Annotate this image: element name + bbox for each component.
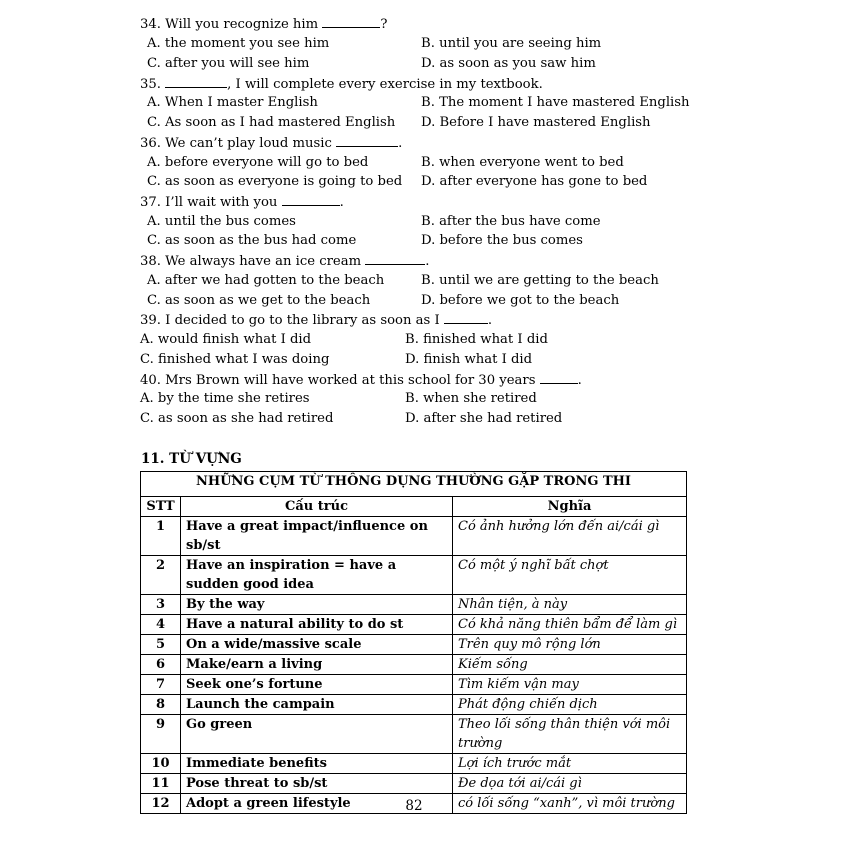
- table-header-row: [141, 497, 687, 517]
- question-text-end: .: [398, 136, 403, 151]
- table-row: [141, 695, 687, 715]
- answer-blank: [336, 135, 398, 147]
- answer-blank: [282, 194, 340, 206]
- answer-blank: [365, 253, 425, 265]
- row-structure: Immediate benefits: [181, 754, 453, 774]
- option-b: B. finished what I did: [405, 332, 548, 347]
- row-structure: Have a natural ability to do st: [181, 615, 453, 635]
- row-meaning: Có một ý nghĩ bất chợt: [453, 556, 687, 595]
- row-number: 10: [141, 754, 181, 774]
- row-meaning: Tìm kiếm vận may: [453, 675, 687, 695]
- question-text: 36. We can’t play loud music: [140, 136, 337, 151]
- header-meaning: Nghĩa: [453, 497, 687, 517]
- table-row: [141, 675, 687, 695]
- option-c: C. as soon as everyone is going to bed: [147, 174, 403, 189]
- row-number: 11: [141, 774, 181, 794]
- row-meaning: Đe dọa tới ai/cái gì: [453, 774, 687, 794]
- question-36: [140, 135, 402, 151]
- option-a: A. until the bus comes: [147, 214, 296, 229]
- question-text: 37. I’ll wait with you: [140, 195, 282, 210]
- vocabulary-table: [140, 471, 687, 814]
- option-a: A. would finish what I did: [140, 332, 312, 347]
- header-structure: Cấu trúc: [181, 497, 453, 517]
- option-a: A. after we had gotten to the beach: [147, 273, 385, 288]
- question-40: [140, 372, 582, 388]
- row-structure: Pose threat to sb/st: [181, 774, 453, 794]
- option-d: D. Before I have mastered English: [421, 115, 651, 130]
- question-text: 38. We always have an ice cream: [140, 254, 366, 269]
- table-row: [141, 635, 687, 655]
- question-text-end: .: [577, 373, 582, 388]
- table-caption-row: [141, 472, 687, 497]
- question-38: [140, 253, 429, 269]
- option-b: B. after the bus have come: [421, 214, 601, 229]
- option-d: D. as soon as you saw him: [421, 56, 596, 71]
- row-meaning: Phát động chiến dịch: [453, 695, 687, 715]
- option-c: C. finished what I was doing: [140, 352, 330, 367]
- question-35: [140, 76, 543, 92]
- row-meaning: Nhân tiện, à này: [453, 595, 687, 615]
- table-row: [141, 517, 687, 556]
- row-meaning: Theo lối sống thân thiện với môi trường: [453, 715, 687, 754]
- row-meaning: Trên quy mô rộng lớn: [453, 635, 687, 655]
- question-text: 39. I decided to go to the library as soon as I: [140, 313, 444, 328]
- row-number: 2: [141, 556, 181, 595]
- question-text-end: , I will complete every exercise in my textbook.: [227, 77, 543, 92]
- option-b: B. until you are seeing him: [421, 36, 602, 51]
- option-c: C. after you will see him: [147, 56, 310, 71]
- option-c: C. as soon as the bus had come: [147, 233, 357, 248]
- table-row: [141, 556, 687, 595]
- question-text-end: .: [487, 313, 493, 328]
- table-row: [141, 754, 687, 774]
- option-c: C. as soon as she had retired: [140, 411, 334, 426]
- row-number: 7: [141, 675, 181, 695]
- row-number: 3: [141, 595, 181, 615]
- answer-blank: [165, 76, 227, 88]
- row-structure: On a wide/massive scale: [181, 635, 453, 655]
- table-row: [141, 595, 687, 615]
- option-a: A. by the time she retires: [140, 391, 310, 406]
- question-34: [140, 16, 387, 32]
- question-39: [140, 312, 492, 328]
- row-meaning: có lối sống “xanh”, vì môi trường: [453, 794, 687, 814]
- section-title: 11. TỪ VỰNG: [141, 451, 242, 467]
- option-b: B. until we are getting to the beach: [421, 273, 659, 288]
- option-a: A. before everyone will go to bed: [147, 155, 369, 170]
- row-number: 8: [141, 695, 181, 715]
- row-number: 12: [141, 794, 181, 814]
- row-structure: Adopt a green lifestyle: [181, 794, 453, 814]
- question-text-end: .: [339, 195, 344, 210]
- row-structure: Go green: [181, 715, 453, 754]
- row-number: 1: [141, 517, 181, 556]
- row-structure: Make/earn a living: [181, 655, 453, 675]
- answer-blank: [322, 16, 380, 28]
- question-text: 35.: [140, 77, 166, 92]
- option-b: B. when she retired: [405, 391, 537, 406]
- row-meaning: Lợi ích trước mắt: [453, 754, 687, 774]
- option-d: D. before we got to the beach: [421, 293, 620, 308]
- row-meaning: Có ảnh hưởng lớn đến ai/cái gì: [453, 517, 687, 556]
- option-c: C. as soon as we get to the beach: [147, 293, 371, 308]
- row-number: 5: [141, 635, 181, 655]
- option-c: C. As soon as I had mastered English: [147, 115, 396, 130]
- table-row: [141, 615, 687, 635]
- table-row: [141, 715, 687, 754]
- row-structure: By the way: [181, 595, 453, 615]
- question-37: [140, 194, 344, 210]
- row-structure: Have a great impact/influence on sb/st: [181, 517, 453, 556]
- answer-blank: [444, 312, 488, 324]
- row-meaning: Kiếm sống: [453, 655, 687, 675]
- option-b: B. The moment I have mastered English: [421, 95, 690, 110]
- question-text: 40. Mrs Brown will have worked at this school for 30 years: [140, 373, 540, 388]
- option-d: D. after everyone has gone to bed: [421, 174, 648, 189]
- row-number: 4: [141, 615, 181, 635]
- table-row: [141, 774, 687, 794]
- row-meaning: Có khả năng thiên bẩm để làm gì: [453, 615, 687, 635]
- question-text-end: .: [425, 254, 430, 269]
- table-row: [141, 655, 687, 675]
- header-stt: STT: [141, 497, 181, 517]
- row-structure: Have an inspiration = have a sudden good idea: [181, 556, 453, 595]
- option-d: D. finish what I did: [405, 352, 533, 367]
- answer-blank: [540, 372, 578, 384]
- row-number: 9: [141, 715, 181, 754]
- row-number: 6: [141, 655, 181, 675]
- option-b: B. when everyone went to bed: [421, 155, 624, 170]
- row-structure: Seek one’s fortune: [181, 675, 453, 695]
- option-a: A. When I master English: [147, 95, 318, 110]
- page-number: 82: [405, 798, 423, 814]
- question-text-end: ?: [380, 17, 388, 32]
- row-structure: Launch the campain: [181, 695, 453, 715]
- option-d: D. after she had retired: [405, 411, 563, 426]
- question-text: 34. Will you recognize him: [140, 17, 323, 32]
- table-caption: NHỮNG CỤM TỪ THÔNG DỤNG THƯỜNG GẶP TRONG THI: [141, 472, 687, 497]
- table-body: [141, 517, 687, 814]
- option-a: A. the moment you see him: [147, 36, 330, 51]
- option-d: D. before the bus comes: [421, 233, 583, 248]
